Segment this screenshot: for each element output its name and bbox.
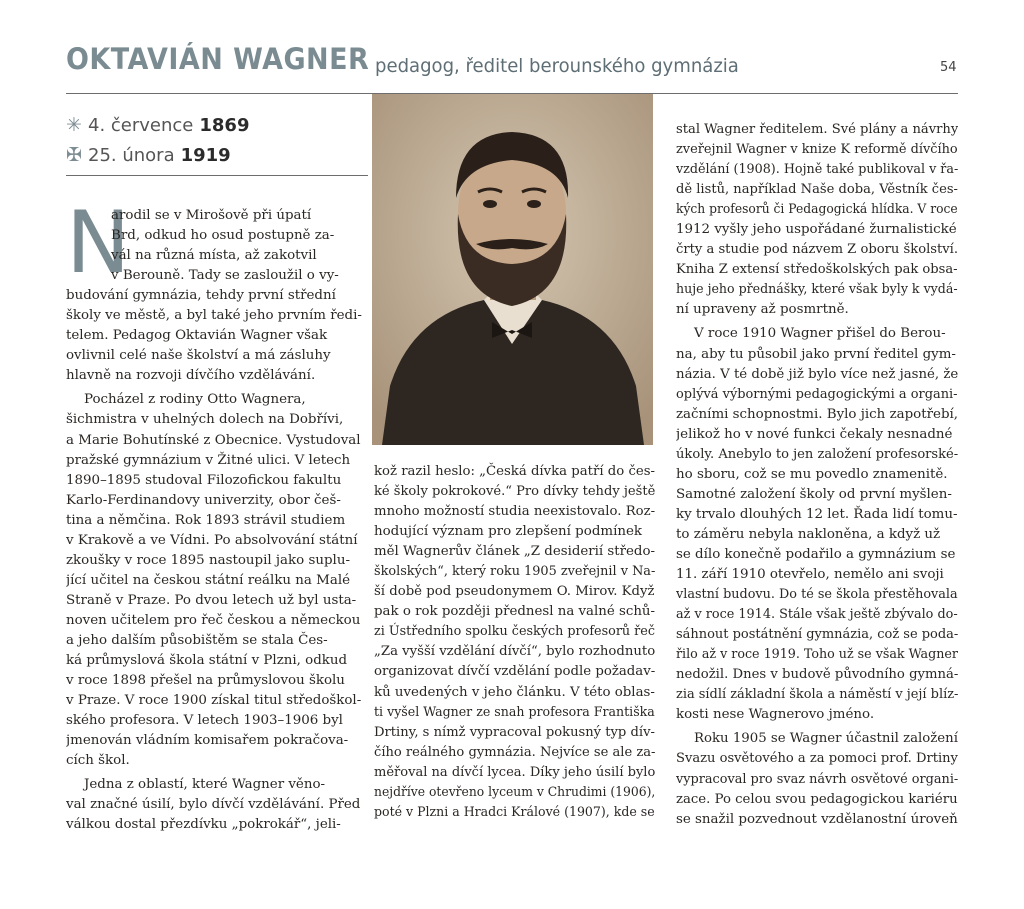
text-line: ké školy pokrokové.“ Pro dívky tehdy ještě (374, 484, 655, 500)
text-line: pak o rok později přednesl na valné schů- (374, 604, 655, 620)
text-line: Straně v Praze. Po dvou letech už byl usta- (66, 592, 357, 608)
text-line: jící učitel na českou státní reálku na Malé (66, 572, 351, 588)
text-line: Pocházel z rodiny Otto Wagnera, (84, 392, 306, 408)
text-line: zace. Po celou svou pedagogickou kariéru (676, 791, 958, 807)
text-line: a Marie Bohutínské z Obecnice. Vystudoval (66, 432, 361, 448)
text-line: ká průmyslová škola státní v Plzni, odkud (66, 653, 348, 669)
text-line: v Praze. V roce 1900 získal titul středoškol- (66, 693, 362, 709)
text-line: až v roce 1914. Stále však ještě zbývalo do- (676, 607, 958, 623)
text-line: čího reálného gymnázia. Nejvíce se ale za- (374, 744, 655, 760)
text-line: ší době pod pseudonymem O. Mirov. Když (374, 584, 655, 600)
text-line: válkou dostal přezdívku „pokrokář“, jeli- (66, 817, 341, 833)
text-line: kosti nese Wagnerovo jméno. (676, 707, 875, 723)
text-line: huje jeho přednášky, které však byly k vydá- (676, 282, 958, 298)
text-line: Karlo-Ferdinandovy univerzity, obor češ- (66, 492, 341, 508)
text-line: zkoušky v roce 1895 nastoupil jako suplu- (66, 552, 350, 568)
text-line: organizovat dívčí vzdělání podle požadav- (374, 664, 655, 680)
birth-year: 1869 (199, 114, 250, 136)
text-line: budování gymnázia, tehdy první střední (66, 288, 336, 304)
text-line: vál na různá místa, až zakotvil (111, 248, 317, 264)
text-line: se dílo konečně podařilo a gymnázium se (676, 546, 956, 562)
text-line: telem. Pedagog Oktavián Wagner však (66, 328, 328, 344)
death-cross-icon: ✠ (66, 144, 82, 166)
text-line: pražské gymnázium v Žitné ulici. V letech (66, 452, 351, 468)
text-line: poté v Plzni a Hradci Králové (1907), kde se (374, 804, 655, 820)
death-year: 1919 (180, 144, 231, 166)
text-line: arodil se v Mirošově při úpatí (111, 208, 312, 223)
article-column-3 (676, 120, 958, 830)
text-line: školy ve městě, a byl také jeho prvním ředi- (66, 308, 362, 324)
text-line: Jedna z oblastí, které Wagner věno- (84, 777, 326, 793)
text-line: „Za vyšší vzdělání dívčí“, bylo rozhodnuto (374, 644, 655, 660)
text-line: jmenován vládním komisařem pokračova- (66, 733, 349, 749)
text-line: ského profesora. V letech 1903–1906 byl (66, 713, 343, 729)
birth-star-icon: ✳ (66, 114, 82, 136)
text-line: se snažil pozvednout vzdělanostní úroveň (676, 811, 958, 827)
text-line: v Berouně. Tady se zasloužil o vy- (111, 268, 339, 284)
text-line: ho sboru, což se mu povedlo znamenitě. (676, 466, 948, 482)
text-line: vlastní budovu. Do té se škola přestěhovala (676, 587, 958, 603)
text-line: jelikož ho v nové funkci čekaly nesnadné (676, 426, 953, 442)
text-line: oplývá výbornými pedagogickými a organi- (676, 386, 958, 402)
text-line: měl Wagnerův článek „Z desiderií středo- (374, 544, 655, 560)
text-line: názia. V té době již bylo více než jasné, že (676, 366, 958, 382)
text-line: úkoly. Anebylo to jen založení profesorské- (676, 446, 958, 462)
text-line: ti vyšel Wagner ze snah profesora Františka (374, 704, 655, 720)
text-line: měřoval na dívčí lycea. Díky jeho úsilí bylo (374, 764, 655, 780)
text-line: začními schopnostmi. Bylo jich zapotřebí, (676, 406, 958, 422)
text-line: dě listů, například Naše doba, Věstník čes- (676, 182, 958, 198)
text-line: 11. září 1910 otevřelo, nemělo ani svoji (676, 567, 944, 583)
text-line: črty a studie pod názvem Z oboru školství. (676, 242, 958, 258)
text-line: na, aby tu působil jako první ředitel gym- (676, 346, 956, 362)
birth-day-month: 4. července (88, 114, 194, 136)
text-line: Drtiny, s nímž vypracoval pokusný typ dív- (374, 724, 655, 740)
text-line: 1890–1895 studoval Filozofickou fakultu (66, 472, 342, 488)
page-title: OKTAVIÁN WAGNER (66, 42, 370, 76)
text-line: vypracoval pro svaz návrh osvětové organi- (676, 771, 958, 787)
text-line: a jeho dalším působištěm se stala Čes- (66, 632, 328, 648)
text-line: Kniha Z extensí středoškolských pak obsa- (676, 262, 958, 278)
death-date (66, 143, 231, 167)
text-line: ní upraveny až posmrtně. (676, 302, 849, 318)
death-day-month: 25. února (88, 144, 175, 166)
text-line: noven učitelem pro řeč českou a německou (66, 612, 361, 628)
page-subtitle: pedagog, ředitel berounského gymnázia (375, 55, 739, 77)
birth-date (66, 113, 249, 137)
text-line: V roce 1910 Wagner přišel do Berou- (694, 326, 946, 342)
text-line: hodující význam pro zlepšení podmínek (374, 524, 643, 540)
page-number: 54 (940, 60, 957, 75)
text-line: Samotné založení školy od první myšlen- (676, 486, 952, 502)
text-line: ků uvedených v jeho článku. V této oblas- (374, 684, 655, 700)
text-line: šichmistra v uhelných dolech na Dobřívi, (66, 412, 344, 428)
text-line: ovlivnil celé naše školství a má zásluhy (66, 348, 331, 364)
text-line: zi Ústředního spolku českých profesorů řeč (374, 624, 655, 640)
text-line: vzdělání (1908). Hojně také publikoval v řa- (676, 162, 958, 178)
text-line: ky trvalo dlouhých 12 let. Řada lidí tomu- (676, 506, 958, 522)
text-line: školských“, který roku 1905 zveřejnil v Na- (374, 564, 655, 580)
text-line: v Krakově a ve Vídni. Po absolvování státní (66, 532, 358, 548)
text-line: stal Wagner ředitelem. Své plány a návrhy (676, 122, 958, 137)
text-line: v roce 1898 přešel na průmyslovou školu (66, 673, 345, 689)
text-line: val značné úsilí, bylo dívčí vzdělávání. Před (66, 797, 361, 813)
text-line: to záměru nebyla nakloněna, a když už (676, 526, 941, 542)
portrait-illustration (372, 94, 653, 445)
dates-divider (66, 175, 368, 176)
article-column-2 (374, 462, 655, 823)
text-line: Svazu osvětového a za pomoci prof. Drtiny (676, 751, 958, 767)
text-line: kož razil heslo: „Česká dívka patří do čes- (374, 464, 655, 479)
text-line: Brd, odkud ho osud postupně za- (111, 228, 335, 244)
text-line: cích škol. (66, 753, 130, 769)
text-line: zveřejnil Wagner v knize K reformě dívčího (676, 142, 958, 158)
article-column-1 (66, 206, 362, 835)
text-line: mnoho možností studia neexistovalo. Roz- (374, 504, 655, 520)
text-line: hlavně na rozvoji dívčího vzdělávání. (66, 368, 316, 384)
text-line: 1912 vyšly jeho uspořádané žurnalistické (676, 222, 957, 238)
text-line: tina a němčina. Rok 1893 strávil studiem (66, 512, 346, 528)
text-line: Roku 1905 se Wagner účastnil založení (694, 731, 958, 747)
text-line: zia sídlí základní škola a náměstí v její blíz- (676, 687, 958, 703)
portrait-photo (372, 94, 653, 445)
text-line: kých profesorů či Pedagogická hlídka. V roce (676, 202, 958, 218)
text-line: nedožil. Dnes v budově původního gymná- (676, 667, 958, 683)
text-line: sáhnout postátnění gymnázia, což se poda- (676, 627, 958, 643)
text-line: nejdříve otevřeno lyceum v Chrudimi (1906), (374, 784, 655, 800)
drop-cap: N (66, 193, 131, 293)
text-line: řilo až v roce 1919. Toho už se však Wagner (676, 647, 958, 663)
